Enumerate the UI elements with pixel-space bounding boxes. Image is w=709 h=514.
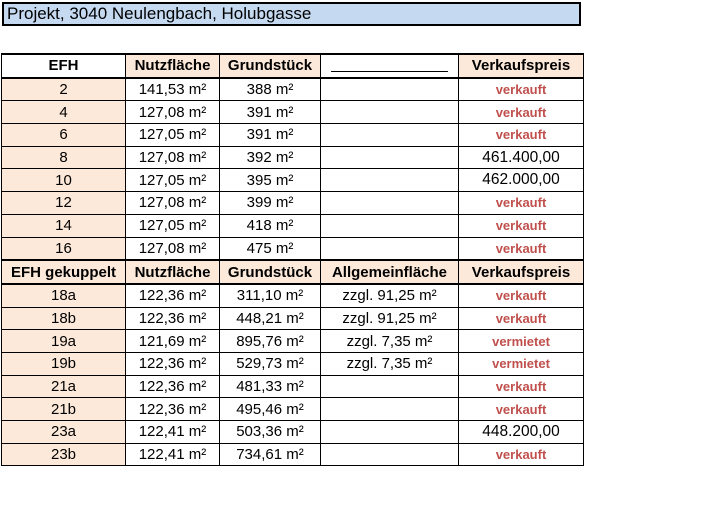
header-row-efh-gekuppelt: [2, 260, 584, 284]
grundstueck-cell: 529,73 m²: [220, 352, 321, 375]
grundstueck-cell: 448,21 m²: [220, 307, 321, 330]
unit-cell: 12: [2, 192, 126, 215]
grundstueck-cell: 399 m²: [220, 192, 321, 215]
status-label: verkauft: [495, 240, 547, 256]
allgemeinflaeche-cell: [321, 146, 459, 169]
unit-cell: 4: [2, 101, 126, 124]
unit-cell: 19a: [2, 330, 126, 353]
verkaufspreis-cell: [459, 169, 584, 192]
nutzflaeche-cell: 127,08 m²: [126, 237, 220, 260]
grundstueck-cell: 391 m²: [220, 124, 321, 147]
nutzflaeche-cell: 127,05 m²: [126, 169, 220, 192]
allgemeinflaeche-cell: [321, 214, 459, 237]
allgemeinflaeche-cell: zzgl. 7,35 m²: [321, 330, 459, 353]
verkaufspreis-cell: [459, 330, 584, 353]
grundstueck-cell: 503,36 m²: [220, 421, 321, 444]
unit-cell: 21a: [2, 375, 126, 398]
nutzflaeche-cell: 122,36 m²: [126, 398, 220, 421]
allgemeinflaeche-cell: [321, 421, 459, 444]
status-label: vermietet: [492, 356, 550, 372]
allgemeinflaeche-cell: [321, 443, 459, 466]
grundstueck-cell: 418 m²: [220, 214, 321, 237]
verkaufspreis-cell: [459, 375, 584, 398]
table-row: [2, 192, 584, 215]
table-row: [2, 169, 584, 192]
verkaufspreis-cell: [459, 124, 584, 147]
table-row: [2, 284, 584, 307]
verkaufspreis-cell: [459, 78, 584, 101]
verkaufspreis-cell: [459, 101, 584, 124]
grundstueck-cell: 391 m²: [220, 101, 321, 124]
allgemeinflaeche-cell: [321, 375, 459, 398]
grundstueck-cell: 734,61 m²: [220, 443, 321, 466]
nutzflaeche-cell: 122,36 m²: [126, 352, 220, 375]
unit-cell: 23b: [2, 443, 126, 466]
table-row: [2, 101, 584, 124]
header-efh: EFH: [2, 54, 126, 78]
header-verkaufspreis: Verkaufspreis: [459, 260, 584, 284]
verkaufspreis-cell: [459, 398, 584, 421]
allgemeinflaeche-cell: [321, 398, 459, 421]
price-value: 448.200,00: [482, 422, 560, 440]
grundstueck-cell: 475 m²: [220, 237, 321, 260]
header-grundstueck: Grundstück: [220, 260, 321, 284]
verkaufspreis-cell: [459, 421, 584, 444]
status-label: verkauft: [495, 104, 547, 120]
allgemeinflaeche-cell: zzgl. 91,25 m²: [321, 284, 459, 307]
nutzflaeche-cell: 127,08 m²: [126, 101, 220, 124]
grundstueck-cell: 311,10 m²: [220, 284, 321, 307]
nutzflaeche-cell: 127,05 m²: [126, 214, 220, 237]
verkaufspreis-cell: [459, 214, 584, 237]
nutzflaeche-cell: 127,05 m²: [126, 124, 220, 147]
nutzflaeche-cell: 127,08 m²: [126, 146, 220, 169]
allgemeinflaeche-cell: zzgl. 7,35 m²: [321, 352, 459, 375]
status-label: verkauft: [495, 447, 547, 463]
grundstueck-cell: 481,33 m²: [220, 375, 321, 398]
table-row: [2, 421, 584, 444]
table-row: [2, 352, 584, 375]
status-label: verkauft: [495, 310, 547, 326]
table-row: [2, 214, 584, 237]
nutzflaeche-cell: 121,69 m²: [126, 330, 220, 353]
unit-cell: 10: [2, 169, 126, 192]
allgemeinflaeche-cell: [321, 78, 459, 101]
nutzflaeche-cell: 122,36 m²: [126, 307, 220, 330]
header-row-efh: [2, 54, 584, 78]
header-blank: ______________: [321, 54, 459, 78]
grundstueck-cell: 395 m²: [220, 169, 321, 192]
header-grundstueck: Grundstück: [220, 54, 321, 78]
status-label: verkauft: [495, 127, 547, 143]
nutzflaeche-cell: 122,41 m²: [126, 421, 220, 444]
price-value: 462.000,00: [482, 171, 560, 189]
status-label: verkauft: [495, 288, 547, 304]
nutzflaeche-cell: 127,08 m²: [126, 192, 220, 215]
verkaufspreis-cell: [459, 237, 584, 260]
grundstueck-cell: 895,76 m²: [220, 330, 321, 353]
table-row: [2, 443, 584, 466]
status-label: verkauft: [495, 401, 547, 417]
unit-cell: 19b: [2, 352, 126, 375]
unit-cell: 8: [2, 146, 126, 169]
unit-cell: 16: [2, 237, 126, 260]
table-row: [2, 78, 584, 101]
allgemeinflaeche-cell: [321, 124, 459, 147]
status-label: verkauft: [495, 195, 547, 211]
table-row: [2, 307, 584, 330]
nutzflaeche-cell: 122,36 m²: [126, 284, 220, 307]
verkaufspreis-cell: [459, 146, 584, 169]
unit-cell: 18a: [2, 284, 126, 307]
unit-cell: 18b: [2, 307, 126, 330]
status-label: vermietet: [492, 333, 550, 349]
verkaufspreis-cell: [459, 352, 584, 375]
status-label: verkauft: [495, 82, 547, 98]
verkaufspreis-cell: [459, 284, 584, 307]
property-table-body: [2, 54, 584, 466]
allgemeinflaeche-cell: [321, 237, 459, 260]
table-row: [2, 237, 584, 260]
allgemeinflaeche-cell: [321, 101, 459, 124]
table-row: [2, 398, 584, 421]
verkaufspreis-cell: [459, 192, 584, 215]
property-table: [1, 53, 584, 466]
table-row: [2, 146, 584, 169]
nutzflaeche-cell: 141,53 m²: [126, 78, 220, 101]
grundstueck-cell: 495,46 m²: [220, 398, 321, 421]
header-nutzflaeche: Nutzfläche: [126, 54, 220, 78]
status-label: verkauft: [495, 218, 547, 234]
page-title: Projekt, 3040 Neulengbach, Holubgasse: [2, 2, 581, 26]
unit-cell: 6: [2, 124, 126, 147]
table-row: [2, 375, 584, 398]
header-verkaufspreis: Verkaufspreis: [459, 54, 584, 78]
verkaufspreis-cell: [459, 307, 584, 330]
unit-cell: 14: [2, 214, 126, 237]
allgemeinflaeche-cell: zzgl. 91,25 m²: [321, 307, 459, 330]
nutzflaeche-cell: 122,41 m²: [126, 443, 220, 466]
price-value: 461.400,00: [482, 148, 560, 166]
allgemeinflaeche-cell: [321, 169, 459, 192]
nutzflaeche-cell: 122,36 m²: [126, 375, 220, 398]
header-nutzflaeche: Nutzfläche: [126, 260, 220, 284]
grundstueck-cell: 388 m²: [220, 78, 321, 101]
table-row: [2, 330, 584, 353]
allgemeinflaeche-cell: [321, 192, 459, 215]
unit-cell: 23a: [2, 421, 126, 444]
header-allgemeinflaeche: Allgemeinfläche: [321, 260, 459, 284]
verkaufspreis-cell: [459, 443, 584, 466]
header-efh-gekuppelt: EFH gekuppelt: [2, 260, 126, 284]
unit-cell: 2: [2, 78, 126, 101]
status-label: verkauft: [495, 378, 547, 394]
grundstueck-cell: 392 m²: [220, 146, 321, 169]
table-row: [2, 124, 584, 147]
unit-cell: 21b: [2, 398, 126, 421]
